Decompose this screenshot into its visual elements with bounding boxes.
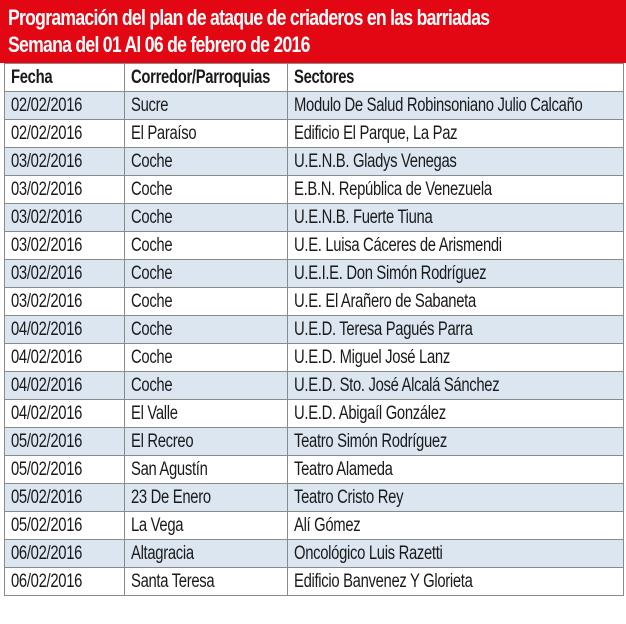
cell-fecha: 03/02/2016 <box>5 288 125 316</box>
cell-sector: U.E.D. Sto. José Alcalá Sánchez <box>288 372 624 400</box>
cell-fecha: 02/02/2016 <box>5 92 125 120</box>
table-row <box>5 568 624 596</box>
cell-sector: Teatro Cristo Rey <box>288 484 624 512</box>
cell-fecha: 05/02/2016 <box>5 428 125 456</box>
cell-sector: U.E.N.B. Gladys Venegas <box>288 148 624 176</box>
cell-fecha: 03/02/2016 <box>5 176 125 204</box>
cell-corredor: Coche <box>125 232 288 260</box>
cell-corredor: Altagracia <box>125 540 288 568</box>
cell-fecha: 04/02/2016 <box>5 316 125 344</box>
table-row <box>5 484 624 512</box>
table-header-row <box>5 64 624 92</box>
table-row <box>5 288 624 316</box>
cell-sector: Modulo De Salud Robinsoniano Julio Calcaño <box>288 92 624 120</box>
cell-fecha: 02/02/2016 <box>5 120 125 148</box>
cell-sector: U.E.N.B. Fuerte Tiuna <box>288 204 624 232</box>
cell-corredor: Coche <box>125 372 288 400</box>
cell-sector: U.E.D. Teresa Pagués Parra <box>288 316 624 344</box>
cell-fecha: 03/02/2016 <box>5 232 125 260</box>
cell-corredor: Coche <box>125 176 288 204</box>
cell-fecha: 04/02/2016 <box>5 344 125 372</box>
cell-corredor: 23 De Enero <box>125 484 288 512</box>
table-row <box>5 148 624 176</box>
table-row <box>5 176 624 204</box>
header-sectores: Sectores <box>288 64 624 92</box>
cell-corredor: San Agustín <box>125 456 288 484</box>
cell-fecha: 03/02/2016 <box>5 204 125 232</box>
table-row <box>5 232 624 260</box>
cell-fecha: 06/02/2016 <box>5 540 125 568</box>
cell-fecha: 05/02/2016 <box>5 456 125 484</box>
cell-sector: U.E. El Arañero de Sabaneta <box>288 288 624 316</box>
cell-fecha: 03/02/2016 <box>5 148 125 176</box>
table-row <box>5 120 624 148</box>
cell-corredor: Coche <box>125 316 288 344</box>
table-row <box>5 372 624 400</box>
cell-corredor: Coche <box>125 288 288 316</box>
cell-sector: U.E. Luisa Cáceres de Arismendi <box>288 232 624 260</box>
table-row <box>5 456 624 484</box>
cell-corredor: El Valle <box>125 400 288 428</box>
title-banner <box>0 0 626 63</box>
cell-sector: Teatro Simón Rodríguez <box>288 428 624 456</box>
cell-corredor: Santa Teresa <box>125 568 288 596</box>
cell-corredor: El Paraíso <box>125 120 288 148</box>
table-row <box>5 204 624 232</box>
cell-sector: E.B.N. República de Venezuela <box>288 176 624 204</box>
cell-fecha: 06/02/2016 <box>5 568 125 596</box>
cell-fecha: 05/02/2016 <box>5 484 125 512</box>
cell-sector: Edificio El Parque, La Paz <box>288 120 624 148</box>
cell-corredor: La Vega <box>125 512 288 540</box>
cell-fecha: 04/02/2016 <box>5 400 125 428</box>
table-row <box>5 540 624 568</box>
cell-sector: Oncológico Luis Razetti <box>288 540 624 568</box>
table-row <box>5 512 624 540</box>
cell-sector: Alí Gómez <box>288 512 624 540</box>
cell-corredor: Sucre <box>125 92 288 120</box>
cell-sector: U.E.I.E. Don Simón Rodríguez <box>288 260 624 288</box>
cell-fecha: 03/02/2016 <box>5 260 125 288</box>
table-row <box>5 428 624 456</box>
cell-fecha: 05/02/2016 <box>5 512 125 540</box>
schedule-table <box>4 63 624 596</box>
table-row <box>5 92 624 120</box>
cell-corredor: El Recreo <box>125 428 288 456</box>
cell-corredor: Coche <box>125 260 288 288</box>
header-fecha: Fecha <box>5 64 125 92</box>
cell-fecha: 04/02/2016 <box>5 372 125 400</box>
cell-sector: U.E.D. Abigaíl González <box>288 400 624 428</box>
table-row <box>5 316 624 344</box>
cell-corredor: Coche <box>125 148 288 176</box>
cell-sector: Teatro Alameda <box>288 456 624 484</box>
title-line-2: Semana del 01 Al 06 de febrero de 2016 <box>8 32 310 57</box>
cell-corredor: Coche <box>125 204 288 232</box>
header-corredor-parroquias: Corredor/Parroquias <box>125 64 288 92</box>
cell-sector: U.E.D. Miguel José Lanz <box>288 344 624 372</box>
table-row <box>5 344 624 372</box>
title-line-1: Programación del plan de ataque de criaderos en las barriadas <box>8 5 490 30</box>
cell-corredor: Coche <box>125 344 288 372</box>
table-row <box>5 400 624 428</box>
table-row <box>5 260 624 288</box>
cell-sector: Edificio Banvenez Y Glorieta <box>288 568 624 596</box>
table-body <box>5 92 624 596</box>
